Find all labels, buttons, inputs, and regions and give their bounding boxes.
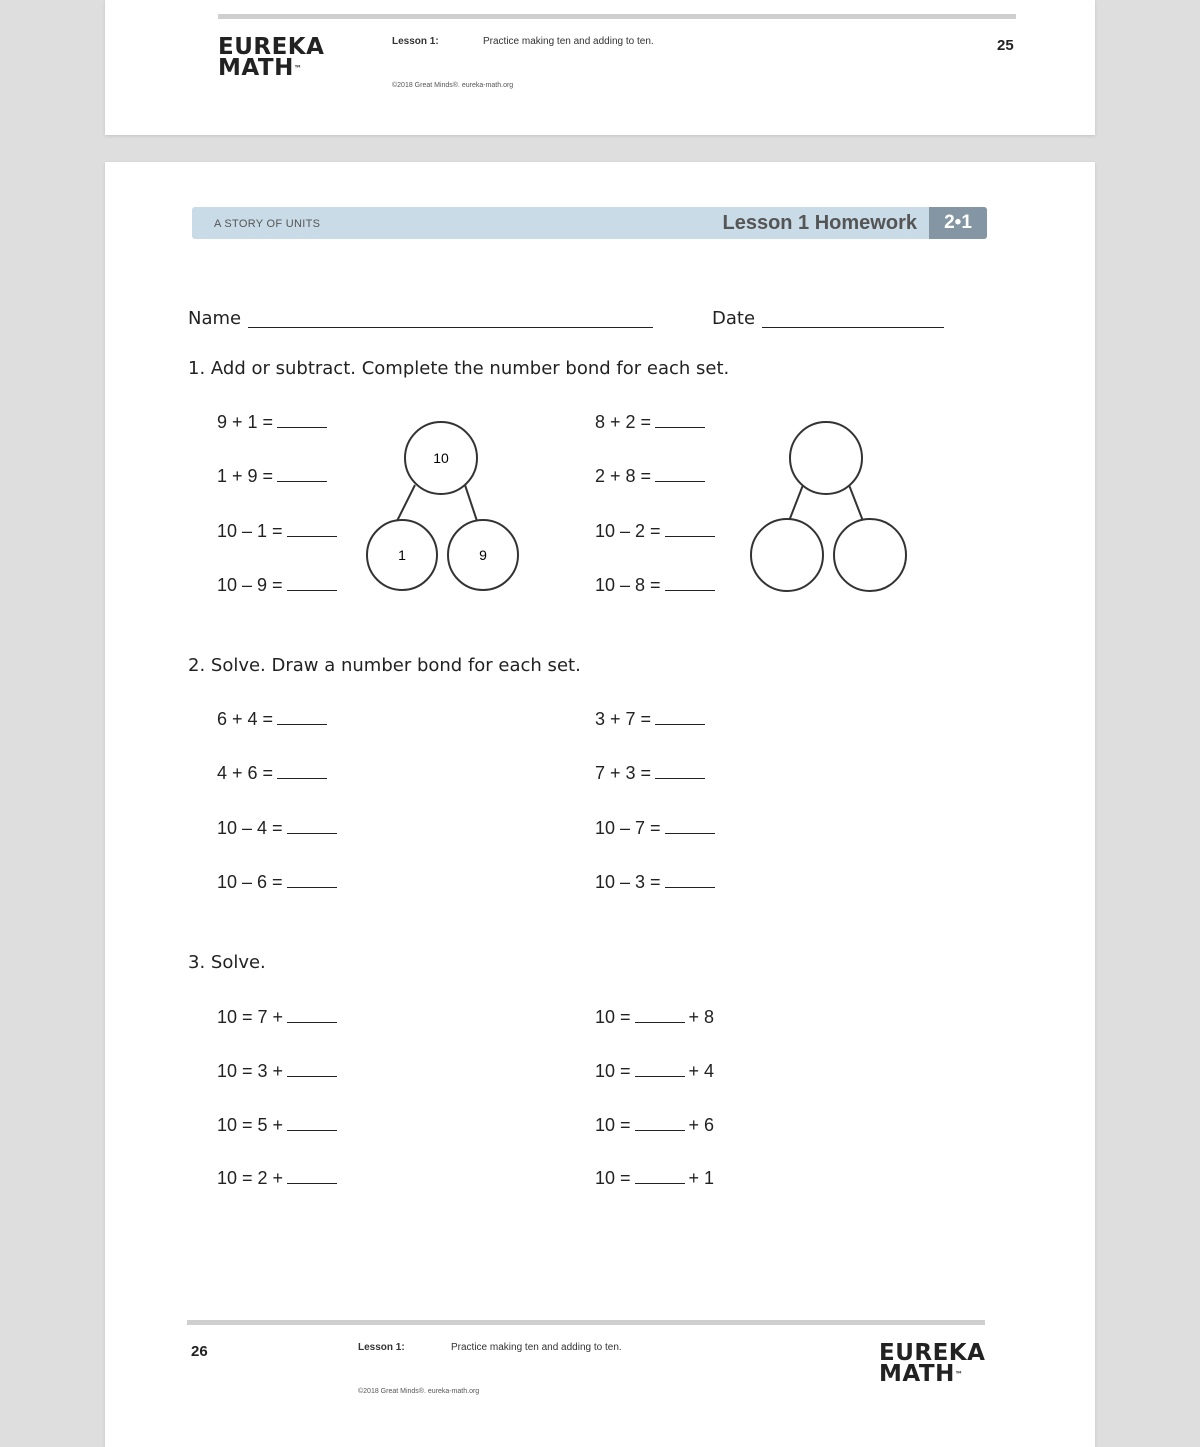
q2-left-eq-3: 10 – 4 = (217, 818, 337, 839)
q3-left-eq-1: 10 = 7 + (217, 1007, 337, 1028)
q3-left-eq-2: 10 = 3 + (217, 1061, 337, 1082)
q1-left-eq-2: 1 + 9 = (217, 466, 327, 487)
number-bond-empty[interactable] (748, 417, 918, 597)
q1-right-eq-1: 8 + 2 = (595, 412, 705, 433)
bond-part2-value: 9 (479, 547, 487, 563)
story-of-units-label: A STORY OF UNITS (214, 218, 321, 230)
lesson-title: Practice making ten and adding to ten. (483, 36, 654, 47)
eureka-math-logo: EUREKA MATH™ (879, 1340, 986, 1387)
answer-blank[interactable] (277, 777, 327, 779)
footer-rule (187, 1320, 985, 1325)
answer-blank[interactable] (287, 1182, 337, 1184)
copyright: ©2018 Great Minds®. eureka-math.org (358, 1388, 480, 1395)
answer-blank[interactable] (665, 589, 715, 591)
answer-blank[interactable] (665, 886, 715, 888)
module-badge: 2•1 (929, 207, 987, 239)
answer-blank[interactable] (655, 480, 705, 482)
lesson-title: Practice making ten and adding to ten. (451, 1342, 622, 1353)
answer-blank[interactable] (635, 1075, 685, 1077)
q3-right-eq-2: 10 = + 4 (595, 1061, 715, 1081)
answer-blank[interactable] (655, 723, 705, 725)
q2-left-eq-4: 10 – 6 = (217, 872, 337, 893)
answer-blank[interactable] (277, 723, 327, 725)
q3-right-eq-1: 10 = + 8 (595, 1007, 715, 1027)
footer-rule (218, 14, 1016, 19)
answer-blank[interactable] (287, 535, 337, 537)
answer-blank[interactable] (287, 1021, 337, 1023)
q3-left-eq-4: 10 = 2 + (217, 1168, 337, 1189)
q1-right-eq-4: 10 – 8 = (595, 575, 715, 596)
answer-blank[interactable] (635, 1021, 685, 1023)
question-2-prompt: 2. Solve. Draw a number bond for each set. (188, 655, 581, 676)
answer-blank[interactable] (635, 1182, 685, 1184)
q3-right-eq-4: 10 = + 1 (595, 1168, 715, 1188)
q1-left-eq-4: 10 – 9 = (217, 575, 337, 596)
q1-right-eq-2: 2 + 8 = (595, 466, 705, 487)
answer-blank[interactable] (635, 1129, 685, 1131)
answer-blank[interactable] (287, 832, 337, 834)
answer-blank[interactable] (277, 480, 327, 482)
answer-blank[interactable] (665, 832, 715, 834)
answer-blank[interactable] (665, 535, 715, 537)
answer-blank[interactable] (287, 589, 337, 591)
q1-left-eq-3: 10 – 1 = (217, 521, 337, 542)
answer-blank[interactable] (655, 777, 705, 779)
answer-blank[interactable] (655, 426, 705, 428)
answer-blank[interactable] (277, 426, 327, 428)
q2-right-eq-2: 7 + 3 = (595, 763, 705, 784)
copyright: ©2018 Great Minds®. eureka-math.org (392, 82, 514, 89)
q2-left-eq-2: 4 + 6 = (217, 763, 327, 784)
previous-page-footer (105, 0, 1095, 135)
q2-right-eq-1: 3 + 7 = (595, 709, 705, 730)
answer-blank[interactable] (287, 1075, 337, 1077)
date-label: Date (712, 308, 756, 329)
name-label: Name (188, 308, 242, 329)
date-line[interactable] (762, 327, 944, 328)
homework-page (105, 162, 1095, 1447)
q3-left-eq-3: 10 = 5 + (217, 1115, 337, 1136)
q2-right-eq-3: 10 – 7 = (595, 818, 715, 839)
page-number: 25 (997, 37, 1014, 54)
bond-part1-value: 1 (398, 547, 406, 563)
page-number: 26 (191, 1343, 208, 1360)
lesson-label: Lesson 1: (392, 36, 439, 47)
q2-right-eq-4: 10 – 3 = (595, 872, 715, 893)
lesson-banner (192, 207, 987, 239)
answer-blank[interactable] (287, 1129, 337, 1131)
lesson-homework-title: Lesson 1 Homework (722, 212, 917, 234)
question-1-prompt: 1. Add or subtract. Complete the number bond for each set. (188, 358, 730, 379)
question-3-prompt: 3. Solve. (188, 952, 266, 973)
number-bond-filled (363, 417, 533, 597)
lesson-label: Lesson 1: (358, 1342, 405, 1353)
q1-right-eq-3: 10 – 2 = (595, 521, 715, 542)
answer-blank[interactable] (287, 886, 337, 888)
q2-left-eq-1: 6 + 4 = (217, 709, 327, 730)
eureka-math-logo: EUREKA MATH™ (218, 34, 325, 81)
q1-left-eq-1: 9 + 1 = (217, 412, 327, 433)
q3-right-eq-3: 10 = + 6 (595, 1115, 715, 1135)
name-line[interactable] (248, 327, 653, 328)
bond-whole-value: 10 (433, 450, 449, 466)
